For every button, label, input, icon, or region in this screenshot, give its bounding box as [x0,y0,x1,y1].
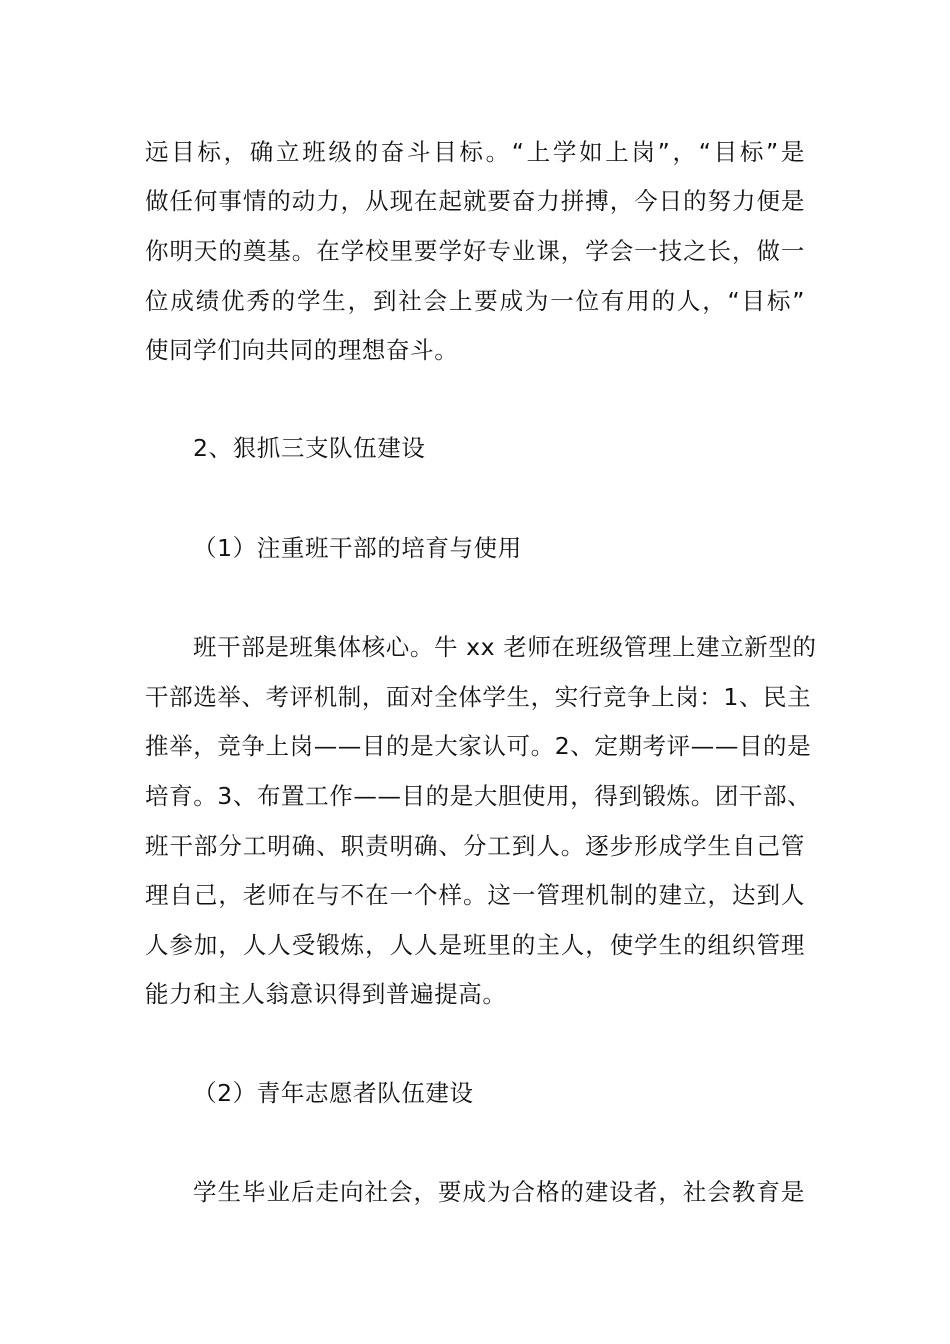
paragraph-line: 班干部分工明确、职责明确、分工到人。逐步形成学生自己管 [145,832,805,860]
paragraph-line: 你明天的奠基。在学校里要学好专业课，学会一技之长，做一 [145,237,805,265]
paragraph-line: 人参加，人人受锻炼，人人是班里的主人，使学生的组织管理 [145,931,805,959]
paragraph-line: 班干部是班集体核心。牛 xx 老师在班级管理上建立新型的 [193,633,817,661]
paragraph-line: 做任何事情的动力，从现在起就要奋力拼搏，今日的努力便是 [145,187,805,215]
paragraph-line: 位成绩优秀的学生，到社会上要成为一位有用的人，“目标” [145,287,805,315]
subsection-heading: （1）注重班干部的培育与使用 [193,534,522,562]
section-heading: 2、狠抓三支队伍建设 [193,434,426,462]
paragraph-line: 能力和主人翁意识得到普遍提高。 [145,980,507,1008]
paragraph-line: 学生毕业后走向社会，要成为合格的建设者，社会教育是 [193,1178,805,1206]
paragraph-line: 干部选举、考评机制，面对全体学生，实行竞争上岗：1、民主 [145,683,812,711]
paragraph-line: 使同学们向共同的理想奋斗。 [145,336,459,364]
paragraph-line: 推举，竞争上岗——目的是大家认可。2、定期考评——目的是 [145,732,812,760]
paragraph-line: 培育。3、布置工作——目的是大胆使用，得到锻炼。团干部、 [145,782,812,810]
paragraph-line: 远目标，确立班级的奋斗目标。“上学如上岗”，“目标”是 [145,138,805,166]
subsection-heading: （2）青年志愿者队伍建设 [193,1079,474,1107]
paragraph-line: 理自己，老师在与不在一个样。这一管理机制的建立，达到人 [145,881,805,909]
